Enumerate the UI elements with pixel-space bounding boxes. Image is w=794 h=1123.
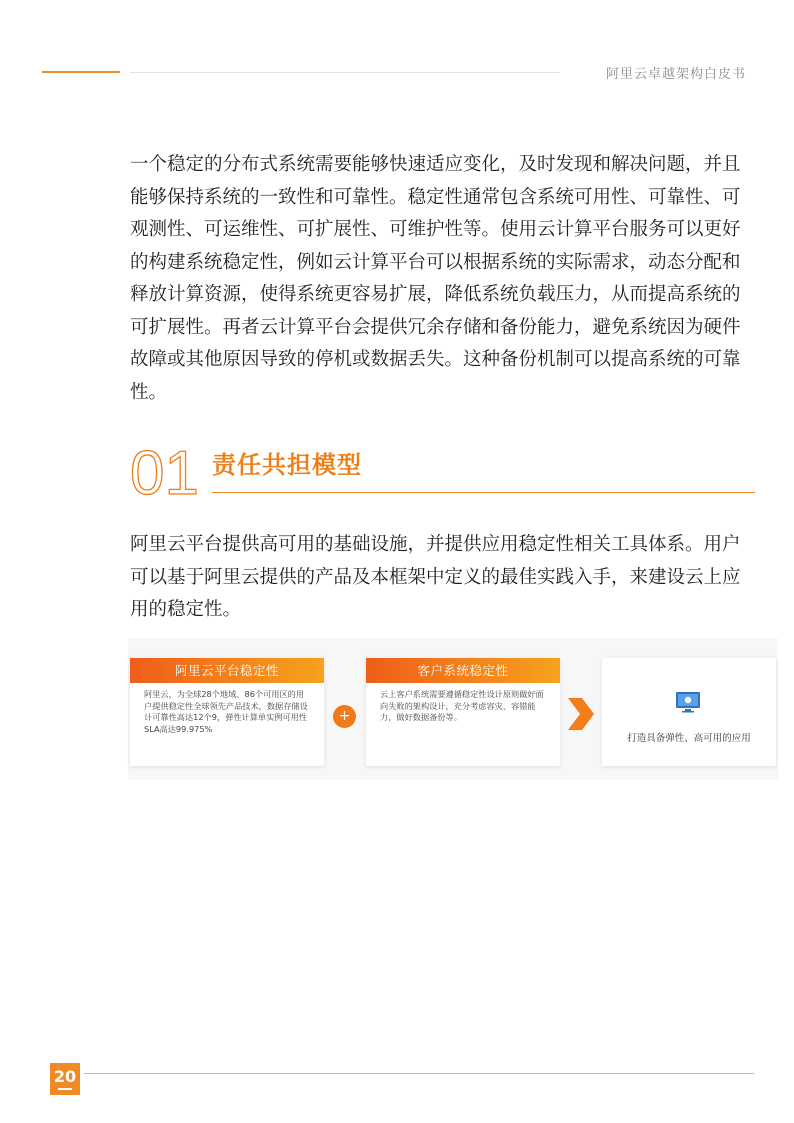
header-divider [130, 72, 560, 73]
page-number-underline [58, 1088, 72, 1090]
intro-paragraph: 一个稳定的分布式系统需要能够快速适应变化，及时发现和解决问题，并且能够保持系统的一致性和可靠性。稳定性通常包含系统可用性、可靠性、可观测性、可运维性、可扩展性、可维护性等。使用云计算平台服务可以更好的构建系统稳定性，例如云计算平台可以根据系统的实际需求，动态分配和释放计算资源，使得系统更容易扩展，降低系统负载压力，从而提高系统的可扩展性。再者云计算平台会提供冗余存储和备份能力，避免系统因为硬件故障或其他原因导致的停机或数据丢失。这种备份机制可以提高系统的可靠性。 [130, 154, 741, 403]
section-number-text: 01 [130, 439, 199, 508]
platform-stability-card [130, 658, 324, 766]
monitor-icon [675, 691, 701, 713]
section-underline [212, 492, 755, 493]
result-card [602, 658, 776, 766]
section-number [130, 439, 199, 508]
platform-stability-text: 阿里云，为全球28个地域、86个可用区的用户提供稳定性全球领先产品技术，数据存储设计可靠性高达12个9，弹性计算单实例可用性SLA高达99.975% [144, 689, 308, 734]
customer-stability-title: 客户系统稳定性 [366, 658, 560, 683]
customer-stability-text: 云上客户系统需要遵循稳定性设计原则做好面向失败的架构设计，充分考虑容灾、容错能力，做好数据备份等。 [380, 689, 544, 722]
section-title: 责任共担模型 [212, 451, 362, 479]
customer-stability-card [366, 658, 560, 766]
platform-stability-title: 阿里云平台稳定性 [130, 658, 324, 683]
footer-divider [84, 1073, 754, 1074]
plus-icon: + [333, 705, 356, 728]
arrow-right-icon [568, 698, 594, 730]
document-title: 阿里云卓越架构白皮书 [605, 67, 746, 82]
page-number: 20 [50, 1063, 80, 1095]
result-label: 打造具备弹性、高可用的应用 [627, 733, 751, 744]
shared-responsibility-diagram [128, 638, 778, 780]
header-accent-line [42, 71, 120, 73]
section-paragraph: 阿里云平台提供高可用的基础设施，并提供应用稳定性相关工具体系。用户可以基于阿里云提供的产品及本框架中定义的最佳实践入手，来建设云上应用的稳定性。 [130, 534, 741, 620]
